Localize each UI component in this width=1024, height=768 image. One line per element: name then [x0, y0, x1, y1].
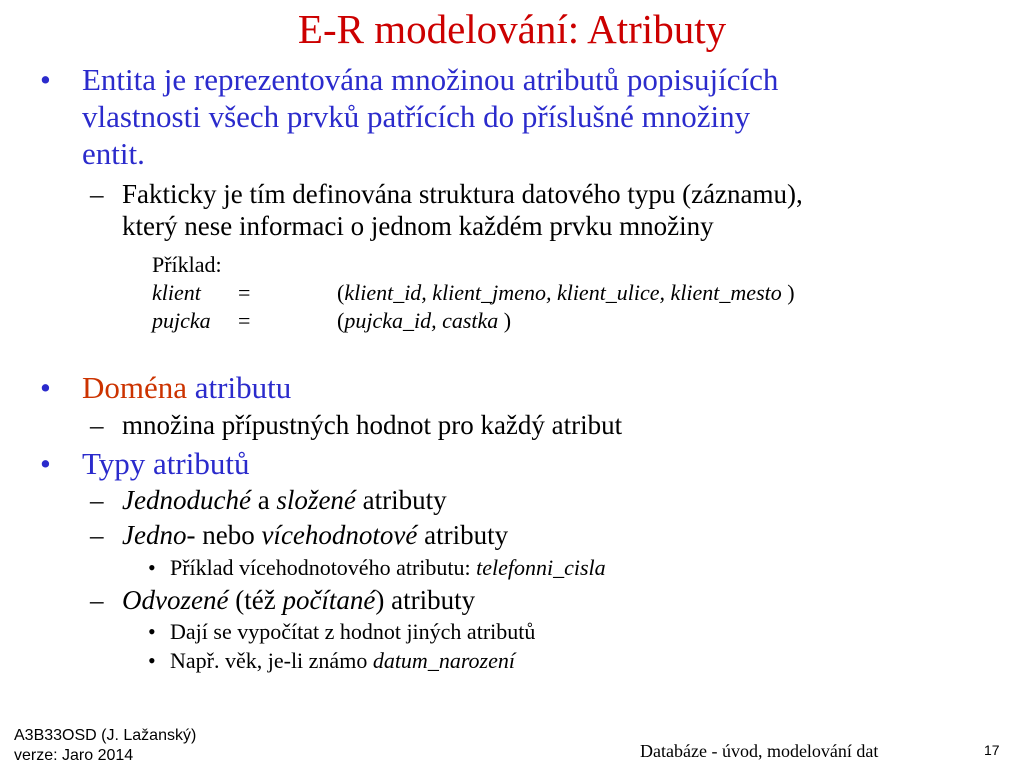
- sub-bullet-single-multi: – Jedno- nebo vícehodnotové atributy: [90, 520, 509, 550]
- sub-bullet-structure: [90, 179, 803, 210]
- sub-bullet-structure-line1: Fakticky je tím definována struktura datového typu (záznamu),: [122, 179, 803, 209]
- bullet-entity: [40, 62, 779, 98]
- example-row-pujcka: [152, 307, 972, 335]
- bullet-marker: •: [40, 446, 51, 481]
- domain-rest: atributu: [187, 370, 292, 405]
- bullet-entity-line2: vlastnosti všech prvků patřících do příslušné množiny: [82, 99, 751, 134]
- bullet-marker: •: [148, 555, 156, 580]
- dash-marker: –: [90, 585, 104, 615]
- sub-bullet-simple-composite: – Jednoduché a složené atributy: [90, 485, 447, 515]
- domain-term: Doména: [82, 370, 188, 405]
- bullet-entity-line1: Entita je reprezentována množinou atributů popisujících: [82, 62, 779, 97]
- bullet-types: [40, 446, 250, 482]
- dash-marker: –: [90, 485, 104, 515]
- example-definition: (pujcka_id, castka ): [337, 308, 512, 333]
- footer-version: verze: Jaro 2014: [14, 747, 134, 764]
- example-entity-name: pujcka: [152, 308, 211, 333]
- sub-sub-bullet-derived-1: • Dají se vypočítat z hodnot jiných atributů: [148, 619, 536, 644]
- page-number: 17: [984, 742, 1000, 758]
- example-equals: =: [238, 308, 251, 333]
- bullet-entity-line3: entit.: [82, 136, 145, 171]
- example-equals: =: [238, 280, 251, 305]
- sub-sub-bullet-multivalue-example: • Příklad vícehodnotového atributu: telefonni_cisla: [148, 555, 606, 580]
- footer-course: A3B33OSD (J. Lažanský): [14, 727, 197, 744]
- bullet-types-text: Typy atributů: [82, 446, 250, 481]
- dash-marker: –: [90, 410, 104, 440]
- example-label: Příklad:: [152, 252, 222, 277]
- bullet-marker: •: [40, 370, 51, 405]
- sub-bullet-domain: [90, 410, 623, 441]
- sub-bullet-domain-text: množina přípustných hodnot pro každý atribut: [122, 410, 623, 440]
- example-entity-name: klient: [152, 280, 201, 305]
- bullet-marker: •: [148, 648, 156, 673]
- example-definition: (klient_id, klient_jmeno, klient_ulice, klient_mesto ): [337, 280, 795, 305]
- dash-marker: –: [90, 179, 104, 209]
- bullet-marker: •: [40, 62, 51, 97]
- sub-bullet-structure-line2: který nese informaci o jednom každém prvku množiny: [122, 211, 714, 241]
- sub-sub-bullet-derived-2: • Např. věk, je-li známo datum_narození: [148, 648, 515, 673]
- example-row-klient: [152, 279, 972, 307]
- sub-bullet-derived: – Odvozené (též počítané) atributy: [90, 585, 476, 615]
- footer-topic: Databáze - úvod, modelování dat: [640, 741, 879, 761]
- footer-course-info: [14, 726, 196, 766]
- bullet-domain: [40, 370, 292, 406]
- bullet-marker: •: [148, 619, 156, 644]
- slide-title: E-R modelování: Atributy: [297, 6, 727, 52]
- dash-marker: –: [90, 520, 104, 550]
